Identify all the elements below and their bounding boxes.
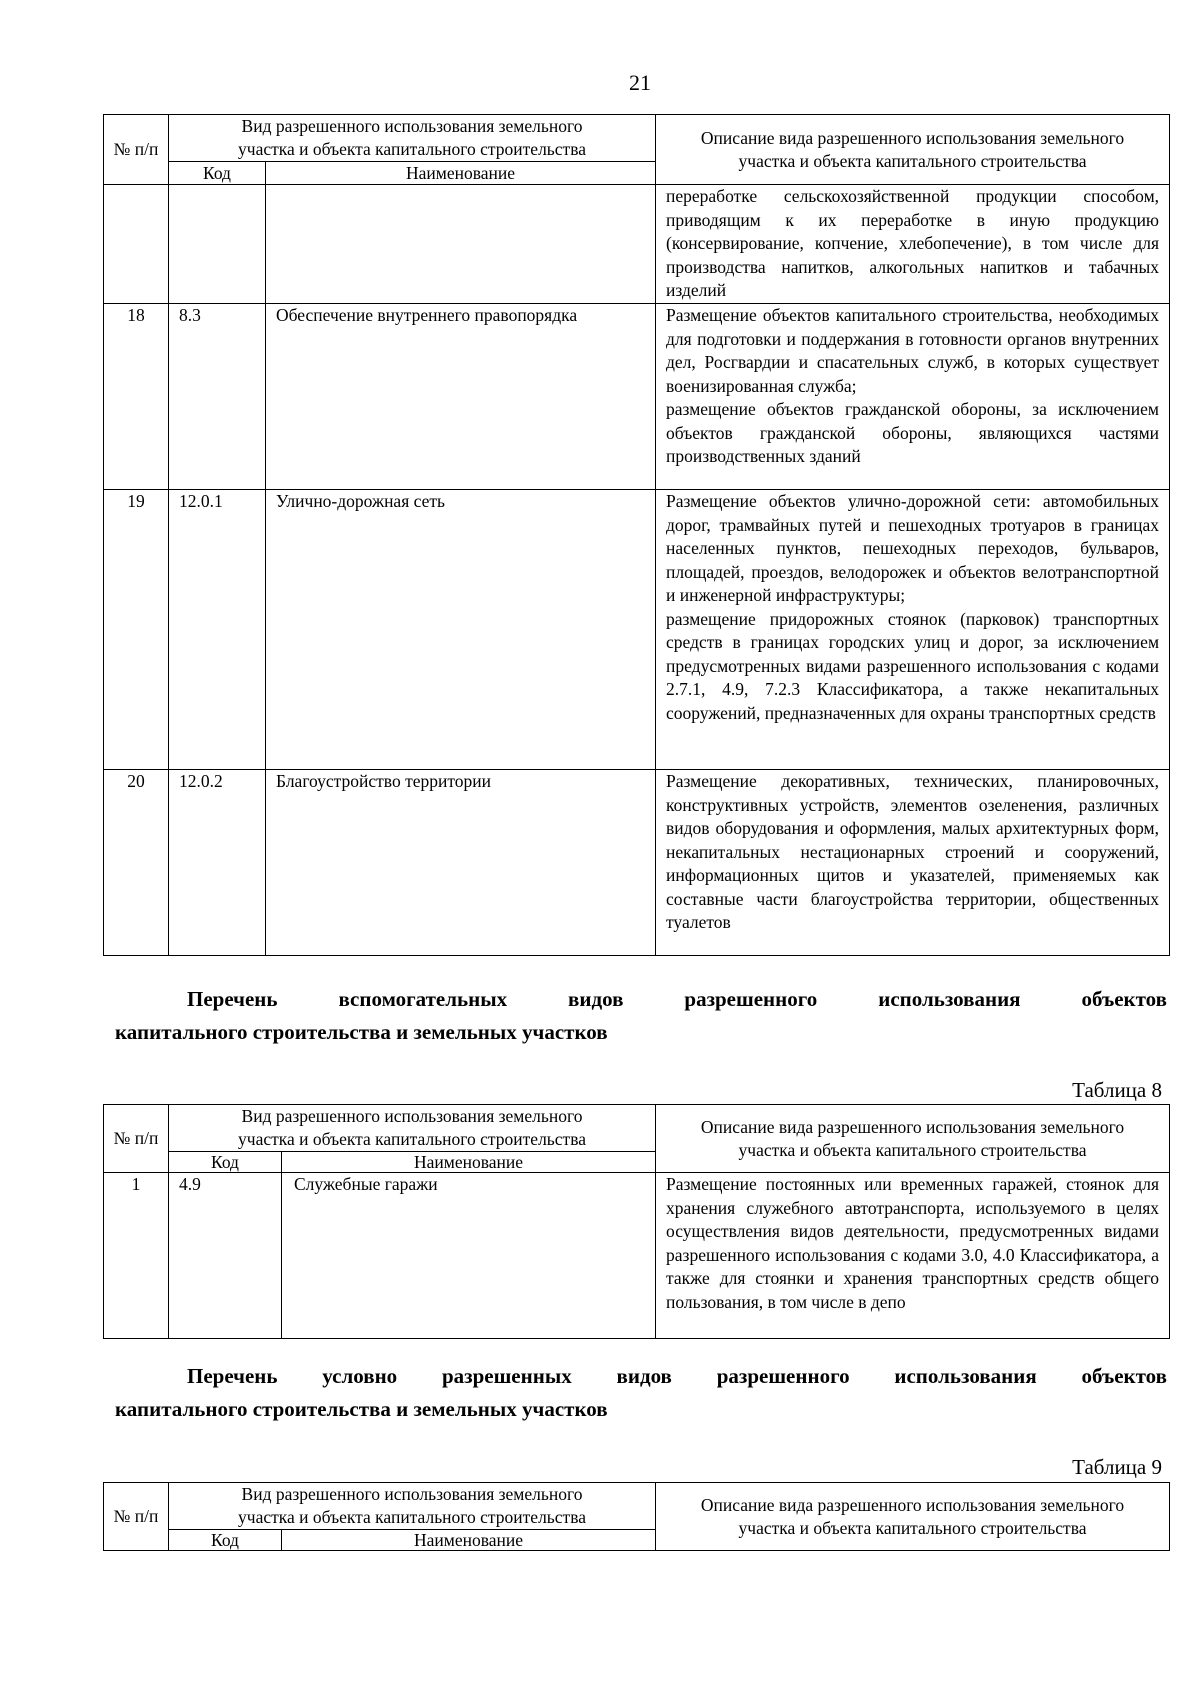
header-vid: Вид разрешенного использования земельного участка и объекта капитального строительства [169, 1483, 656, 1530]
header-name: Наименование [266, 162, 656, 185]
row-num: 1 [104, 1173, 169, 1339]
row-name [266, 185, 656, 304]
row-num: 20 [104, 770, 169, 956]
row-code: 12.0.1 [169, 490, 266, 770]
row-num: 19 [104, 490, 169, 770]
header-desc: Описание вида разрешенного использования земельного участка и объекта капитального строительства [656, 115, 1170, 185]
header-num: № п/п [104, 115, 169, 185]
header-code: Код [169, 1152, 282, 1173]
row-desc: Размещение объектов капитального строительства, необходимых для подготовки и поддержания в готовности органов внутренних дел, Росгвардии и спасательных служб, в которых существует военизированная служба; размещение объектов гражданской обороны, за исключением объектов гражданской обороны, являющихся частями производственных зданий [656, 304, 1170, 490]
row-name: Благоустройство территории [266, 770, 656, 956]
row-desc: Размещение декоративных, технических, планировочных, конструктивных устройств, элементов озеленения, различных видов оборудования и оформления, малых архитектурных форм, некапитальных нестационарных строений и сооружений, информационных щитов и указателей, применяемых как составные части благоустройства территории, общественных туалетов [656, 770, 1170, 956]
table-header-row [104, 1483, 1170, 1530]
header-desc: Описание вида разрешенного использования земельного участка и объекта капитального строительства [656, 1105, 1170, 1173]
land-use-table-9 [103, 1482, 1170, 1551]
table-header-row [104, 115, 1170, 162]
land-use-table-main [103, 114, 1170, 956]
row-desc: Размещение объектов улично-дорожной сети: автомобильных дорог, трамвайных путей и пешеходных тротуаров в границах населенных пунктов, пешеходных переходов, бульваров, площадей, проездов, велодорожек и объектов велотранспортной и инженерной инфраструктуры; размещение придорожных стоянок (парковок) транспортных средств в границах городских улиц и дорог, за исключением предусмотренных видами разрешенного использования с кодами 2.7.1, 4.9, 7.2.3 Классификатора, а также некапитальных сооружений, предназначенных для охраны транспортных средств [656, 490, 1170, 770]
header-desc: Описание вида разрешенного использования земельного участка и объекта капитального строительства [656, 1483, 1170, 1551]
row-code: 4.9 [169, 1173, 282, 1339]
table-row [104, 304, 1170, 490]
header-num: № п/п [104, 1105, 169, 1173]
table-label-9: Таблица 9 [1072, 1455, 1162, 1479]
row-name: Улично-дорожная сеть [266, 490, 656, 770]
header-vid: Вид разрешенного использования земельного участка и объекта капитального строительства [169, 115, 656, 162]
land-use-table-8 [103, 1104, 1170, 1339]
section-heading-aux: Перечень вспомогательных видов разрешенного использования объектов капитального строительства и земельных участков [115, 987, 1167, 1044]
row-num [104, 185, 169, 304]
row-code: 8.3 [169, 304, 266, 490]
header-num: № п/п [104, 1483, 169, 1551]
section-heading-cond: Перечень условно разрешенных видов разрешенного использования объектов капитального строительства и земельных участков [115, 1364, 1167, 1421]
page-number: 21 [629, 70, 651, 95]
table-label-8: Таблица 8 [1072, 1078, 1162, 1102]
row-num: 18 [104, 304, 169, 490]
header-name: Наименование [282, 1152, 656, 1173]
table-row [104, 185, 1170, 304]
table-header-row [104, 1105, 1170, 1152]
header-name: Наименование [282, 1530, 656, 1551]
header-code: Код [169, 1530, 282, 1551]
table-row [104, 490, 1170, 770]
row-desc: Размещение постоянных или временных гаражей, стоянок для хранения служебного автотранспорта, используемого в целях осуществления видов деятельности, предусмотренных видами разрешенного использования с кодами 3.0, 4.0 Классификатора, а также для стоянки и хранения транспортных средств общего пользования, в том числе в депо [656, 1173, 1170, 1339]
row-code: 12.0.2 [169, 770, 266, 956]
header-vid: Вид разрешенного использования земельного участка и объекта капитального строительства [169, 1105, 656, 1152]
table-row [104, 770, 1170, 956]
table-row [104, 1173, 1170, 1339]
header-code: Код [169, 162, 266, 185]
row-code [169, 185, 266, 304]
row-desc: переработке сельскохозяйственной продукции способом, приводящим к их переработке в иную продукцию (консервирование, копчение, хлебопечение), в том числе для производства напитков, алкогольных напитков и табачных изделий [656, 185, 1170, 304]
row-name: Обеспечение внутреннего правопорядка [266, 304, 656, 490]
row-name: Служебные гаражи [282, 1173, 656, 1339]
